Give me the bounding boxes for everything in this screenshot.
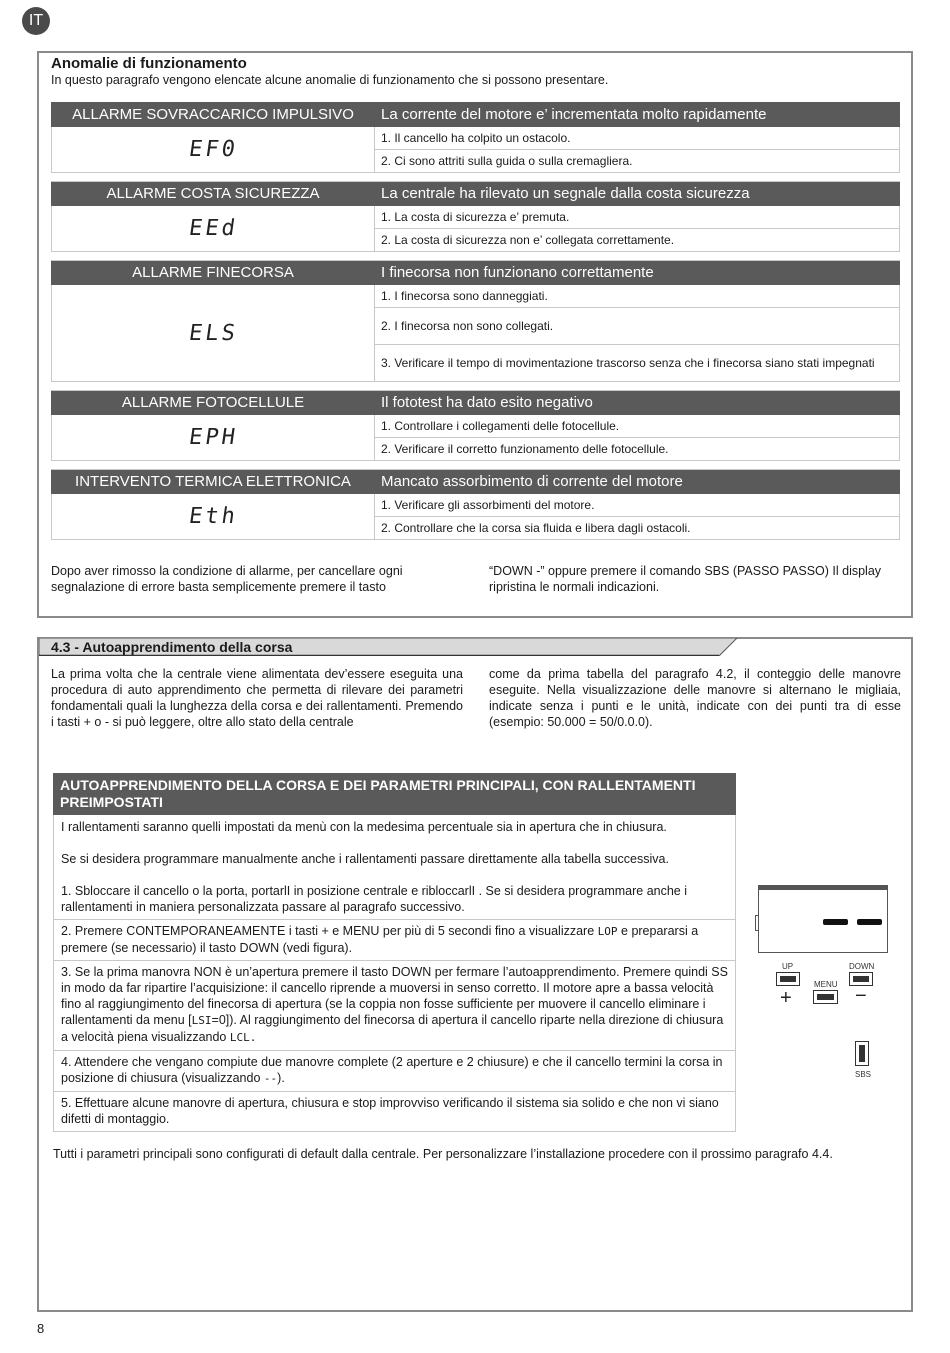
- autolearn-step-2: [54, 919, 735, 960]
- section-43-right: come da prima tabella del paragrafo 4.2, il conteggio delle manovre eseguite. Nella visualizzazione delle manovre si alternano le migliaia, indicate senza i punti e le unità, indicate con dei punti tra di esse (esempio: 50.000 = 50/0.0.0).: [489, 667, 901, 729]
- sbs-button[interactable]: [855, 1041, 869, 1066]
- up-button[interactable]: [776, 972, 800, 986]
- alarm-name: ALLARME FINECORSA: [52, 261, 375, 285]
- alarm-item: 2. I finecorsa non sono collegati.: [375, 308, 900, 345]
- reset-note-left: Dopo aver rimosso la condizione di allarme, per cancellare ogni segnalazione di errore basta semplicemente premere il tasto: [51, 564, 403, 594]
- autolearn-note: Se si desidera programmare manualmente anche i rallentamenti passare direttamente alla tabella successiva.: [61, 852, 669, 866]
- alarm-item: 2. Controllare che la corsa sia fluida e libera dagli ostacoli.: [375, 517, 900, 540]
- alarm-header-row: [52, 182, 900, 206]
- alarm-item: 3. Verificare il tempo di movimentazione trascorso senza che i finecorsa siano stati impegnati: [375, 345, 900, 382]
- alarm-description: Mancato assorbimento di corrente del motore: [375, 470, 900, 494]
- alarm-code-cell: [52, 285, 375, 382]
- alarm-item: 2. Verificare il corretto funzionamento delle fotocellule.: [375, 438, 900, 461]
- autolearn-header: AUTOAPPRENDIMENTO DELLA CORSA E DEI PARAMETRI PRINCIPALI, CON RALLENTAMENTI PREIMPOSTATI: [53, 773, 736, 815]
- alarm-header-row: [52, 470, 900, 494]
- alarm-code: EPH: [186, 425, 240, 450]
- display-code: LOP: [597, 925, 618, 938]
- step-text: 4. Attendere che vengano compiute due manovre complete (2 aperture e 2 chiusure) e che il cancello termini la corsa in posizione di chiusura (visualizzando: [61, 1055, 723, 1085]
- alarm-item: 2. Ci sono attriti sulla guida o sulla cremagliera.: [375, 150, 900, 173]
- section-intro: In questo paragrafo vengono elencate alcune anomalie di funzionamento che si possono presentare.: [51, 73, 609, 87]
- language-badge: IT: [22, 7, 50, 35]
- alarm-code: Eth: [186, 504, 240, 529]
- sbs-label: SBS: [855, 1070, 872, 1079]
- minus-icon: −: [855, 985, 867, 1007]
- alarm-item: 2. La costa di sicurezza non e’ collegata correttamente.: [375, 229, 900, 252]
- alarm-item: 1. Il cancello ha colpito un ostacolo.: [375, 127, 900, 150]
- alarm-name: ALLARME SOVRACCARICO IMPULSIVO: [52, 103, 375, 127]
- alarm-header-row: [52, 391, 900, 415]
- display-segment: [857, 919, 882, 925]
- autolearn-step-4: [54, 1050, 735, 1091]
- page-number: 8: [37, 1321, 45, 1336]
- alarm-item: 1. La costa di sicurezza e’ premuta.: [375, 206, 900, 229]
- reset-note-right: “DOWN -” oppure premere il comando SBS (PASSO PASSO) Il display ripristina le normali indicazioni.: [489, 564, 882, 594]
- alarm-code: EEd: [186, 216, 240, 241]
- display-notch: [755, 915, 759, 931]
- alarm-item-row: [52, 494, 900, 517]
- alarm-item-row: [52, 127, 900, 150]
- alarm-item: 1. Verificare gli assorbimenti del motore.: [375, 494, 900, 517]
- alarm-code-cell: [52, 494, 375, 540]
- autolearn-note: I rallentamenti saranno quelli impostati da menù con la medesima percentuale sia in apertura che in chiusura.: [61, 820, 667, 834]
- display-segment: [823, 919, 848, 925]
- step-text: 2. Premere CONTEMPORANEAMENTE i tasti + e MENU per più di 5 secondi fino a visualizzare: [61, 924, 595, 938]
- control-panel-display: [758, 885, 888, 953]
- menu-label: MENU: [814, 980, 838, 989]
- alarm-item: 1. Controllare i collegamenti delle fotocellule.: [375, 415, 900, 438]
- down-label: DOWN: [849, 962, 875, 971]
- alarm-description: La centrale ha rilevato un segnale dalla costa sicurezza: [375, 182, 900, 206]
- section-43-title: 4.3 - Autoapprendimento della corsa: [51, 639, 293, 655]
- menu-button[interactable]: [813, 990, 838, 1004]
- alarms-table: [51, 102, 900, 540]
- alarm-item-row: [52, 285, 900, 308]
- alarm-name: ALLARME FOTOCELLULE: [52, 391, 375, 415]
- footer-note: Tutti i parametri principali sono configurati di default dalla centrale. Per personalizzare l’installazione procedere con il prossimo paragrafo 4.4.: [53, 1147, 833, 1161]
- display-code: LCL.: [229, 1031, 257, 1044]
- section-title: Anomalie di funzionamento: [51, 55, 247, 72]
- alarm-code: ELS: [186, 320, 240, 346]
- display-code: --: [263, 1072, 278, 1085]
- autolearn-step-1: 1. Sbloccare il cancello o la porta, portarlI in posizione centrale e ribloccarlI . Se si desidera programmare anche i rallentamenti in maniera personalizzata passare al paragrafo successivo.: [61, 884, 688, 914]
- section-43-left: La prima volta che la centrale viene alimentata dev’essere eseguita una procedura di auto apprendimento che permetta di rilevare dei parametri fondamentali quali la lunghezza della corsa e dei rallentamenti. Premendo i tasti + o - si può leggere, oltre allo stato della centrale: [51, 667, 463, 729]
- alarm-item-row: [52, 415, 900, 438]
- alarm-description: La corrente del motore e’ incrementata molto rapidamente: [375, 103, 900, 127]
- up-label: UP: [782, 962, 794, 971]
- alarm-name: ALLARME COSTA SICUREZZA: [52, 182, 375, 206]
- step-text: e prepararsi a premere (se necessario) il tasto DOWN (vedi figura).: [61, 924, 699, 955]
- step-text: ).: [277, 1071, 285, 1085]
- alarm-code: EF0: [186, 137, 240, 162]
- autolearn-step-3: [54, 960, 735, 1050]
- alarm-code-cell: [52, 127, 375, 173]
- section-43-title-tab: [39, 638, 739, 656]
- display-code: LSI: [191, 1014, 212, 1027]
- plus-icon: +: [780, 987, 792, 1009]
- alarm-description: I finecorsa non funzionano correttamente: [375, 261, 900, 285]
- autolearn-table: [53, 815, 736, 1132]
- alarm-name: INTERVENTO TERMICA ELETTRONICA: [52, 470, 375, 494]
- down-button[interactable]: [849, 972, 873, 986]
- alarm-item-row: [52, 206, 900, 229]
- step-text: =0]). Al raggiungimento del finecorsa di apertura il cancello riparte nella direzione di chiusura a velocità piena visualizzando: [61, 1013, 724, 1044]
- alarm-item: 1. I finecorsa sono danneggiati.: [375, 285, 900, 308]
- alarm-code-cell: [52, 415, 375, 461]
- alarm-description: Il fototest ha dato esito negativo: [375, 391, 900, 415]
- alarm-header-row: [52, 261, 900, 285]
- alarm-code-cell: [52, 206, 375, 252]
- alarm-header-row: [52, 103, 900, 127]
- autolearn-step-5: 5. Effettuare alcune manovre di apertura, chiusura e stop improvviso verificando il sistema sia solido e che non vi siano difetti di montaggio.: [54, 1091, 735, 1131]
- step-text: 3. Se la prima manovra NON è un’apertura premere il tasto DOWN per fermare l’autoapprendimento. Premere quindi SS in modo da far ripartire l’acquisizione: il cancello riprende a muoversi in senso corretto. Il motore apre a bassa velocità fino al raggiungimento del finecorsa di apertura (se la coppia non fosse sufficiente per muovere il cancello eliminare i rallentamenti da menu [: [61, 965, 728, 1027]
